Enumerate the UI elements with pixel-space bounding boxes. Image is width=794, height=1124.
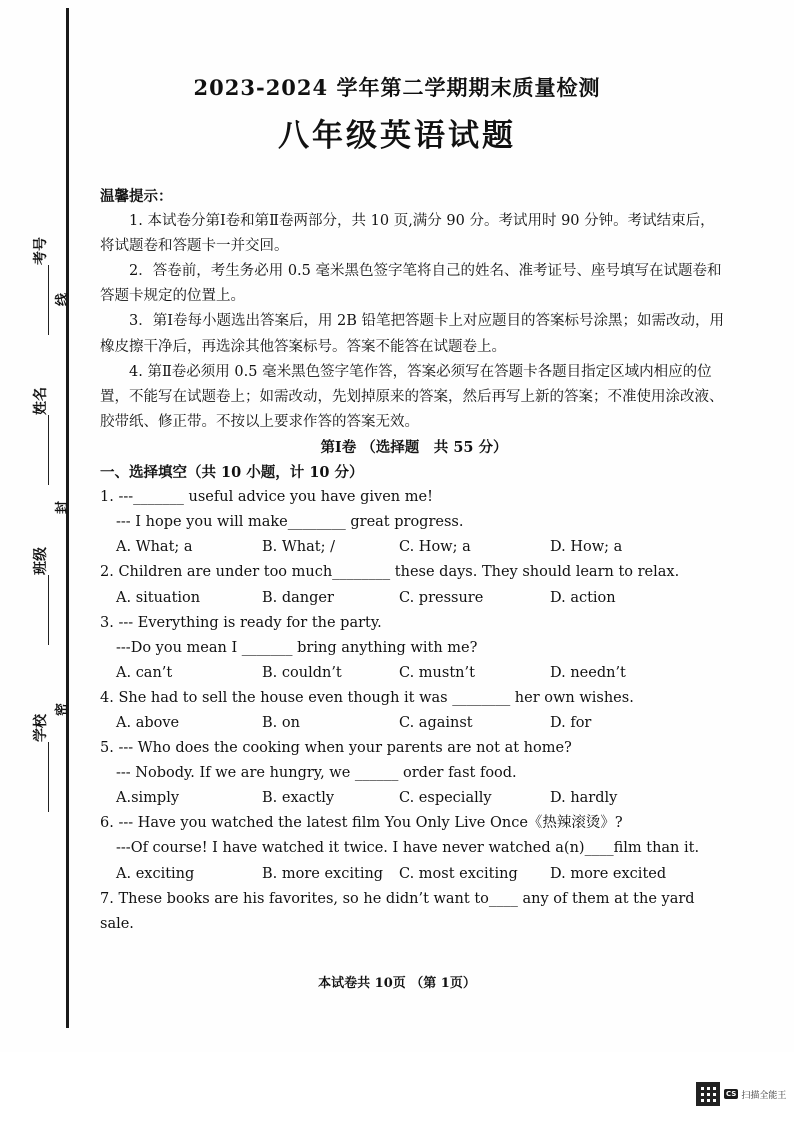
option: C. pressure — [399, 589, 484, 606]
option: A. What; a — [116, 539, 193, 556]
question-7-stem: 7. These books are his favorites, so he didn’t want to____ any of them at the yard sale. — [100, 890, 695, 932]
qr-code-icon — [696, 1082, 720, 1106]
page-footer: 本试卷共 10页 （第 1页） — [318, 976, 476, 991]
question-1-options — [100, 535, 728, 560]
notice-item: 3．第Ⅰ卷每小题选出答案后，用 2B 铅笔把答题卡上对应题目的答案标号涂黑；如需改动，用橡皮擦干净后，再选涂其他答案标号。答案不能答在试题卷上。 — [100, 313, 725, 355]
option: A. exciting — [116, 865, 195, 882]
option: A. can’t — [116, 664, 173, 681]
question-5-stem: 5. --- Who does the cooking when your parents are not at home? — [100, 740, 572, 757]
question-6-stem: 6. --- Have you watched the latest film You Only Live Once《热辣滚烫》? — [100, 815, 623, 832]
option: C. mustn’t — [399, 664, 475, 681]
seal-mark-seal: 封 — [55, 500, 71, 515]
question-1-reply: --- I hope you will make________ great progress. — [116, 514, 464, 531]
class-label: 班级 — [33, 547, 49, 575]
question-2-stem: 2. Children are under too much________ these days. They should learn to relax. — [100, 564, 680, 581]
exam-no-blank — [34, 265, 49, 335]
name-blank — [34, 415, 49, 485]
option: C. most exciting — [399, 865, 518, 882]
option: D. hardly — [550, 790, 618, 807]
option: A.simply — [116, 790, 180, 807]
question-3-reply: ---Do you mean I _______ bring anything with me? — [116, 639, 478, 656]
volume-title: 第Ⅰ卷 （选择题 共 55 分） — [320, 438, 508, 456]
class-field — [30, 547, 50, 645]
exam-subtitle: 八年级英语试题 — [278, 118, 516, 154]
option: C. How; a — [399, 539, 471, 556]
notice-heading: 温馨提示： — [100, 188, 173, 205]
notice-item: 4. 第Ⅱ卷必须用 0.5 毫米黑色签字笔作答，答案必须写在答题卡各题目指定区域内相应的位置，不能写在试题卷上；如需改动，先划掉原来的答案，然后再写上新的答案；不准使用涂改液、胶带纸、修正带。不按以上要求作答的答案无效。 — [100, 363, 724, 430]
binding-line — [66, 8, 69, 1028]
question-5-reply: --- Nobody. If we are hungry, we ______ order fast food. — [116, 765, 517, 782]
option: B. couldn’t — [262, 664, 342, 681]
exam-no-label: 考号 — [33, 237, 49, 265]
option: D. for — [550, 714, 592, 731]
scanner-watermark — [696, 1082, 786, 1106]
option: D. needn’t — [550, 664, 626, 681]
school-field — [30, 714, 50, 812]
option: D. action — [550, 589, 616, 606]
option: C. especially — [399, 790, 492, 807]
camscanner-badge: CS — [726, 1090, 737, 1098]
school-blank — [34, 742, 49, 812]
notice-item: 1. 本试卷分第Ⅰ卷和第Ⅱ卷两部分，共 10 页,满分 90 分。考试用时 90 分钟。考试结束后，将试题卷和答题卡一并交回。 — [100, 213, 715, 255]
class-blank — [34, 575, 49, 645]
option: B. What; / — [262, 539, 335, 556]
seal-mark-secret: 密 — [55, 702, 71, 717]
name-field — [30, 387, 50, 485]
exam-no-field — [30, 237, 50, 335]
option: D. How; a — [550, 539, 623, 556]
exam-content — [100, 184, 728, 937]
option: D. more excited — [550, 865, 667, 882]
question-4-stem: 4. She had to sell the house even though it was ________ her own wishes. — [100, 689, 634, 706]
question-5-options — [100, 786, 728, 811]
question-3-options — [100, 661, 728, 686]
question-6-reply: ---Of course! I have watched it twice. I have never watched a(n)____film than it. — [116, 840, 700, 857]
question-3-stem: 3. --- Everything is ready for the party. — [100, 614, 382, 631]
option: A. above — [116, 714, 180, 731]
question-4-options — [100, 711, 728, 736]
school-label: 学校 — [33, 714, 49, 742]
exam-title: 2023-2024 学年第二学期期末质量检测 — [193, 75, 601, 100]
option: C. against — [399, 714, 473, 731]
notice-item: 2．答卷前，考生务必用 0.5 毫米黑色签字笔将自己的姓名、准考证号、座号填写在试题卷和答题卡规定的位置上。 — [100, 263, 722, 305]
option: A. situation — [116, 589, 201, 606]
part-title: 一、选择填空（共 10 小题，计 10 分） — [100, 464, 364, 482]
option: B. danger — [262, 589, 334, 606]
seal-mark-line: 线 — [55, 292, 71, 307]
question-6-options — [100, 862, 728, 887]
question-2-options — [100, 586, 728, 611]
scanner-brand: 扫描全能王 — [741, 1090, 787, 1101]
option: B. exactly — [262, 790, 335, 807]
option: B. on — [262, 714, 300, 731]
option: B. more exciting — [262, 865, 384, 882]
question-1-stem: 1. ---_______ useful advice you have given me! — [100, 489, 433, 506]
name-label: 姓名 — [33, 387, 49, 415]
